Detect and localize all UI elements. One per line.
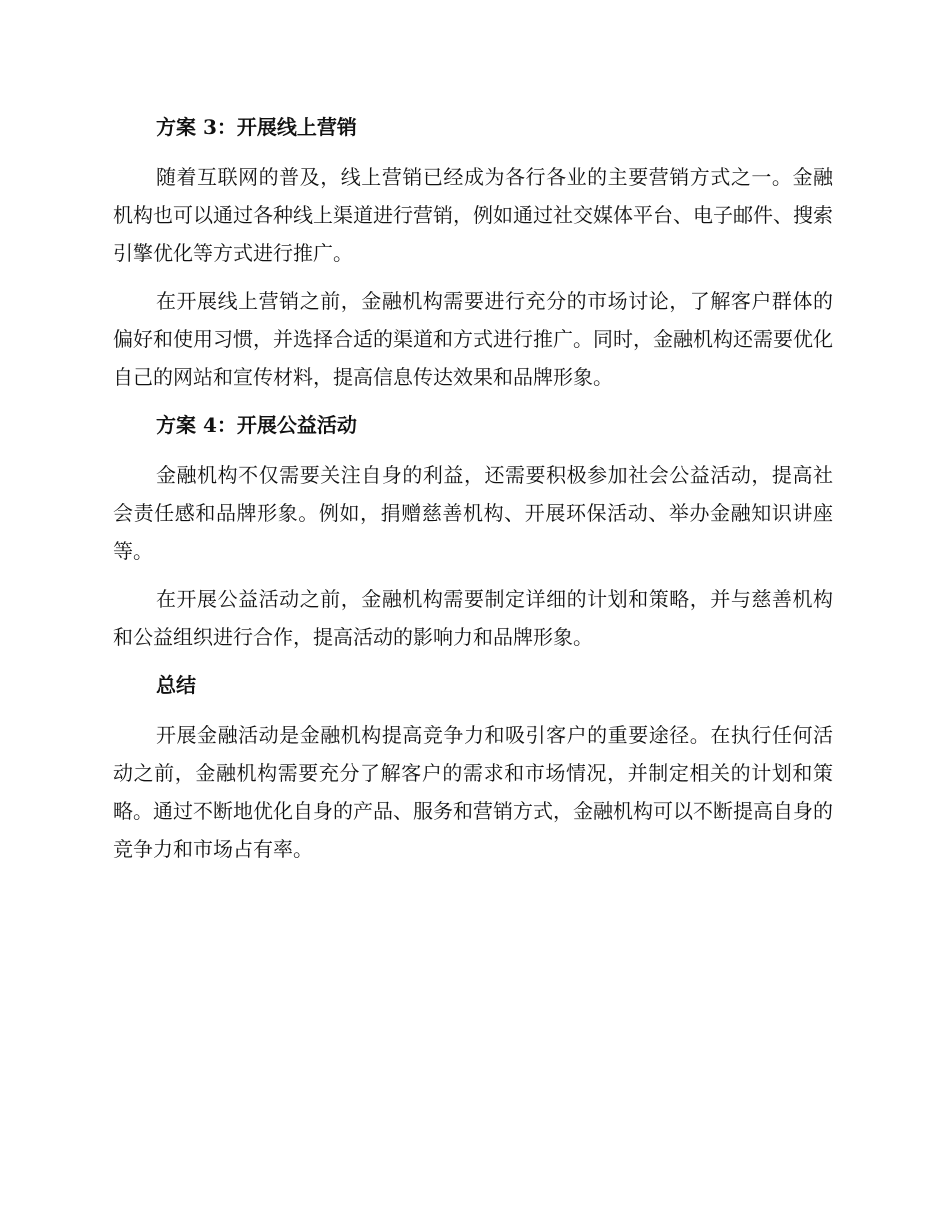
section-heading-plan-3: 方案 3：开展线上营销: [156, 115, 357, 139]
paragraph: 金融机构不仅需要关注自身的利益，还需要积极参加社会公益活动，提高社会责任感和品牌形象。例如，捐赠慈善机构、开展环保活动、举办金融知识讲座等。: [113, 463, 833, 563]
section-heading-summary: 总结: [156, 673, 196, 697]
paragraph: 在开展线上营销之前，金融机构需要进行充分的市场讨论，了解客户群体的偏好和使用习惯，并选择合适的渠道和方式进行推广。同时，金融机构还需要优化自己的网站和宣传材料，提高信息传达效果和品牌形象。: [113, 289, 833, 389]
paragraph: 开展金融活动是金融机构提高竞争力和吸引客户的重要途径。在执行任何活动之前，金融机构需要充分了解客户的需求和市场情况，并制定相关的计划和策略。通过不断地优化自身的产品、服务和营销方式，金融机构可以不断提高自身的竞争力和市场占有率。: [113, 723, 833, 861]
section-heading-plan-4: 方案 4：开展公益活动: [156, 413, 357, 437]
paragraph: 在开展公益活动之前，金融机构需要制定详细的计划和策略，并与慈善机构和公益组织进行合作，提高活动的影响力和品牌形象。: [113, 587, 833, 649]
paragraph: 随着互联网的普及，线上营销已经成为各行各业的主要营销方式之一。金融机构也可以通过各种线上渠道进行营销，例如通过社交媒体平台、电子邮件、搜索引擎优化等方式进行推广。: [113, 165, 833, 265]
document-content: [113, 108, 833, 878]
